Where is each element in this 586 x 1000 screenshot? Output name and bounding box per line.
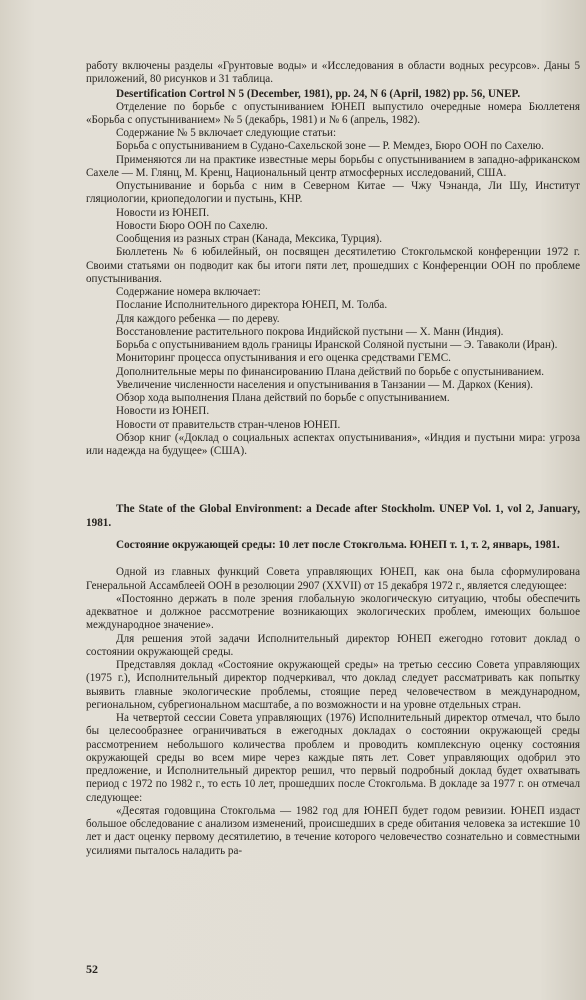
entry1-paragraph: Восстановление растительного покрова Индийской пустыни — Х. Манн (Индия).	[116, 325, 504, 338]
entry1-paragraph: Борьба с опустыниванием вдоль границы Иранской Соляной пустыни — Э. Таваколи (Иран).	[116, 339, 558, 351]
entry1-paragraph: Обзор книг («Доклад о социальных аспектах опустынивания», «Индия и пустыни мира: угроза или надежда на будущее» (США).	[86, 431, 580, 457]
page-number: 52	[86, 962, 98, 976]
entry1-paragraph: Бюллетень № 6 юбилейный, он посвящен десятилетию Стокгольмской конференции 1972 г. Своими статьями он подводит как бы итоги пяти лет, прошедших с Конференции ООН по проблеме опустынивания.	[86, 246, 580, 285]
entry1-paragraph: Содержание номера включает:	[116, 286, 261, 298]
entry1-paragraph: Для каждого ребенка — по дереву.	[116, 312, 280, 325]
entry1-paragraph: Сообщения из разных стран (Канада, Мексика, Турция).	[116, 233, 383, 245]
entry1-paragraph: Опустынивание и борьба с ним в Северном Китае — Чжу Чэнанда, Ли Шу, Институт гляциологии, криопедологии и пустынь, КНР.	[86, 180, 580, 206]
entry1-title: Desertification Cortrol N 5 (December, 1981), pp. 24, N 6 (April, 1982) pp. 56, UNEP.	[116, 87, 521, 100]
entry1-paragraph: Дополнительные меры по финансированию Плана действий по борьбе с опустыниванием.	[116, 365, 545, 378]
entry1-paragraph: Послание Исполнительного директора ЮНЕП, М. Толба.	[116, 299, 388, 312]
entry1-paragraph: Применяются ли на практике известные меры борьбы с опустыниванием в западно-африканском Сахеле — М. Глянц, М. Кренц, Национальный центр атмосферных исследований, США.	[86, 153, 580, 179]
entry2-paragraph: Для решения этой задачи Исполнительный директор ЮНЕП ежегодно готовит доклад о состоянии окружающей среды.	[86, 632, 580, 658]
entry2-title-ru: Состояние окружающей среды: 10 лет после Стокгольма. ЮНЕП т. 1, т. 2, январь, 1981.	[116, 539, 560, 552]
entry1-paragraph: Борьба с опустыниванием в Судано-Сахельской зоне — Р. Мемдез, Бюро ООН по Сахелю.	[116, 140, 544, 153]
text-column	[86, 60, 580, 858]
entry2-title-en: The State of the Global Environment: a Decade after Stockholm. UNEP Vol. 1, vol 2, January, 1981.	[86, 503, 580, 530]
section-gap	[86, 458, 580, 502]
entry1-paragraph: Обзор хода выполнения Плана действий по борьбе с опустыниванием.	[116, 392, 450, 404]
entry1-paragraph: Новости из ЮНЕП.	[116, 405, 210, 418]
entry1-paragraph: Новости Бюро ООН по Сахелю.	[116, 219, 268, 232]
entry2-paragraph: На четвертой сессии Совета управляющих (1976) Исполнительный директор отмечал, что было бы целесообразнее ограничиваться в ежегодных докладах о состоянии окружающей среды рассмотрением небольшого количества проблем и проводить комплексную оценку состояния окружающей среды во всем мире через каждые пять лет. Совет управляющих одобрил это предложение, и Исполнительный директор решил, что первый подробный доклад будет охватывать период с 1972 по 1982 г., то есть 10 лет, прошедших после Стокгольма. В докладе за 1977 г. он отмечал следующее:	[86, 712, 580, 804]
entry1-paragraph: Новости от правительств стран-членов ЮНЕП.	[116, 418, 341, 431]
entry2-paragraph: «Десятая годовщина Стокгольма — 1982 год для ЮНЕП будет годом ревизии. ЮНЕП издаст большое обследование с анализом изменений, происшедших в среде обитания человека за истекшие 10 лет и даст оценку первому десятилетию, в течение которого человечество сознательно и совместными усилиями пыталось наладить ра-	[86, 804, 580, 857]
entry1-paragraph: Содержание № 5 включает следующие статьи:	[116, 127, 337, 139]
entry2-paragraph: Одной из главных функций Совета управляющих ЮНЕП, как она была сформулирована Генеральной Ассамблеей ООН в резолюции 2907 (XXVII) от 15 декабря 1972 г., является следующее:	[86, 566, 580, 592]
top-continuation: работу включены разделы «Грунтовые воды» и «Исследования в области водных ресурсов». Даны 5 приложений, 80 рисунков и 31 таблица.	[86, 60, 580, 86]
entry1-paragraph: Новости из ЮНЕП.	[116, 206, 210, 219]
entry2-paragraph: «Постоянно держать в поле зрения глобальную экологическую ситуацию, чтобы обеспечить адекватное и должное рассмотрение возникающих экологических проблем, имеющих большое международное значение».	[86, 592, 580, 632]
entry1-paragraph: Отделение по борьбе с опустыниванием ЮНЕП выпустило очередные номера Бюллетеня «Борьба с опустыниванием» № 5 (декабрь, 1981) и № 6 (апрель, 1982).	[86, 100, 580, 126]
entry1-paragraph: Мониторинг процесса опустынивания и его оценка средствами ГЕМС.	[116, 352, 451, 365]
entry1-paragraph: Увеличение численности населения и опустынивания в Танзании — М. Даркох (Кения).	[116, 378, 534, 391]
entry2-paragraph: Представляя доклад «Состояние окружающей среды» на третью сессию Совета управляющих (1975 г.), Исполнительный директор подчеркивал, что доклад следует рассматривать как попытку выявить главные экологические проблемы, стоящие перед человечеством в международном, региональном, субрегиональном масштабе, а по возможности и на уровне отдельных стран.	[86, 659, 580, 711]
